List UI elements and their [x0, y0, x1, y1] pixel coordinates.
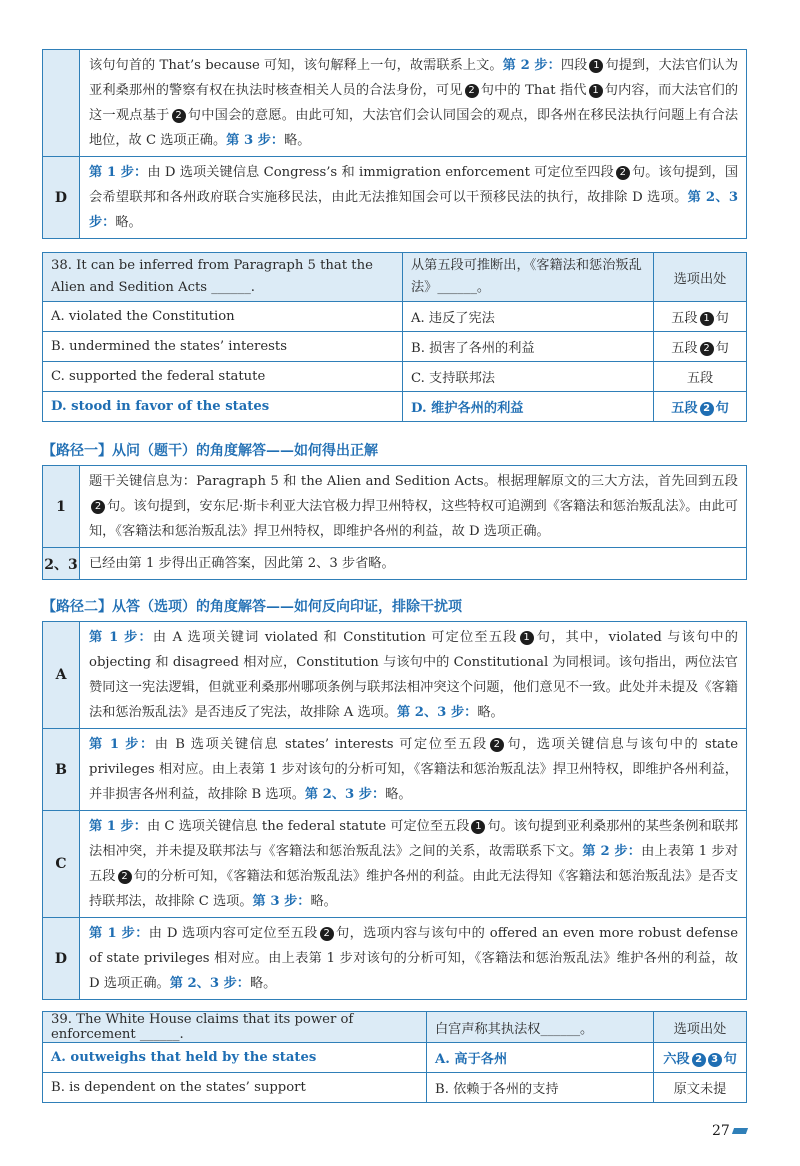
q38-option-d-zh: D. 维护各州的利益 [403, 392, 654, 422]
circled-2-icon: 2 [490, 738, 504, 752]
q38-option-d-source: 五段 2 句 [654, 392, 747, 422]
question-38-table [42, 252, 747, 422]
q39-option-a-zh: A. 高于各州 [427, 1043, 654, 1073]
path2-title: 【路径二】从答（选项）的角度解答——如何反向印证，排除干扰项 [42, 599, 462, 615]
top-continuation-table [42, 49, 747, 239]
option-label-c: C [43, 811, 80, 918]
path2-option-a-analysis: 第 1 步：由 A 选项关键词 violated 和 Constitution 可定位至五段 1 句，其中，violated 与该句中的 objecting 和 disagreed 相对应，Constitution 与该句中的 Constitutional 为同根词。该句指出，两位法官赞同这一宪法逻辑，但就亚利桑那州哪项条例与联邦法相冲突这个问题，他们意见不一致。此处并未提及《客籍法和惩治叛乱法》是否违反了宪法，故排除 A 选项。第 2、3 步：略。 [80, 622, 747, 729]
q38-option-b-zh: B. 损害了各州的利益 [403, 332, 654, 362]
path1-step1-text: 题干关键信息为：Paragraph 5 和 the Alien and Sedition Acts。根据理解原文的三大方法，首先回到五段2 句。该句提到，安东尼·斯卡利亚大法官极力捍卫州特权，这些特权可追溯到《客籍法和惩治叛乱法》。由此可知，《客籍法和惩治叛乱法》捍卫州特权，即维护各州的利益，故 D 选项正确。 [80, 466, 747, 548]
q39-option-b-source: 原文未提 [654, 1073, 747, 1103]
q38-option-a-source: 五段 1 句 [654, 302, 747, 332]
graduation-cap-icon [732, 1128, 748, 1134]
q39-option-b-en: B. is dependent on the states’ support [43, 1073, 427, 1103]
circled-2-icon: 2 [700, 402, 714, 416]
circled-1-icon: 1 [520, 631, 534, 645]
circled-1-icon: 1 [700, 312, 714, 326]
circled-2-icon: 2 [320, 927, 334, 941]
option-label-d: D [43, 918, 80, 1000]
q38-option-c-zh: C. 支持联邦法 [403, 362, 654, 392]
option-label-a: A [43, 622, 80, 729]
q38-option-d-en: D. stood in favor of the states [43, 392, 403, 422]
q38-stem-zh: 从第五段可推断出，《客籍法和惩治叛乱法》______。 [403, 253, 654, 302]
path1-title: 【路径一】从问（题干）的角度解答——如何得出正解 [42, 443, 378, 459]
circled-2-icon: 2 [465, 84, 479, 98]
path2-table [42, 621, 747, 1000]
q38-option-a-zh: A. 违反了宪法 [403, 302, 654, 332]
question-39-table [42, 1011, 747, 1103]
step-label-2-3: 2、3 [43, 548, 80, 580]
option-label-b: B [43, 729, 80, 811]
q38-option-b-en: B. undermined the states’ interests [43, 332, 403, 362]
circled-1-icon: 1 [589, 59, 603, 73]
option-d-analysis: 第 1 步：由 D 选项关键信息 Congress’s 和 immigration enforcement 可定位至四段 2 句。该句提到，国会希望联邦和各州政府联合实施移民法，由此无法推知国会可以干预移民法的执行，故排除 D 选项。第 2、3 步：略。 [80, 157, 747, 239]
q38-stem-en: 38. It can be inferred from Paragraph 5 that the Alien and Sedition Acts ______. [43, 253, 403, 302]
path1-table [42, 465, 747, 580]
option-c-analysis-cont: 该句句首的 That’s because 可知，该句解释上一句，故需联系上文。第 2 步：四段 1 句提到，大法官们认为亚利桑那州的警察有权在执法时核查相关人员的合法身份，可见 2 句中的 That 指代 1 句内容，而大法官们的这一观点基于 2 句中国会的意愿。由此可知，大法官们会认同国会的观点，即各州在移民法执行问题上有合法地位，故 C 选项正确。第 3 步：略。 [80, 50, 747, 157]
path1-step23-text: 已经由第 1 步得出正确答案，因此第 2、3 步省略。 [80, 548, 747, 580]
q39-option-b-zh: B. 依赖于各州的支持 [427, 1073, 654, 1103]
q39-source-header: 选项出处 [654, 1012, 747, 1043]
q39-option-a-source: 六段 2 3 句 [654, 1043, 747, 1073]
q38-option-a-en: A. violated the Constitution [43, 302, 403, 332]
circled-2-icon: 2 [172, 109, 186, 123]
path2-option-d-analysis: 第 1 步：由 D 选项内容可定位至五段 2 句，选项内容与该句中的 offered an even more robust defense of state privileges 相对应。由上表第 1 步对该句的分析可知，《客籍法和惩治叛乱法》维护各州的利益，故 D 选项正确。第 2、3 步：略。 [80, 918, 747, 1000]
path2-option-c-analysis: 第 1 步：由 C 选项关键信息 the federal statute 可定位至五段 1 句。该句提到亚利桑那州的某些条例和联邦法相冲突，并未提及联邦法与《客籍法和惩治叛乱法》之间的关系，故需联系下文。第 2 步：由上表第 1 步对五段 2 句的分析可知，《客籍法和惩治叛乱法》维护各州的利益。由此无法得知《客籍法和惩治叛乱法》是否支持联邦法，故排除 C 选项。第 3 步：略。 [80, 811, 747, 918]
circled-2-icon: 2 [700, 342, 714, 356]
row-label-d: D [43, 157, 80, 239]
page-number: 27 [712, 1123, 747, 1139]
q39-stem-en: 39. The White House claims that its power of enforcement ______. [43, 1012, 427, 1043]
row-label-empty [43, 50, 80, 157]
q39-stem-zh: 白宫声称其执法权______。 [427, 1012, 654, 1043]
path2-option-b-analysis: 第 1 步：由 B 选项关键信息 states’ interests 可定位至五段 2 句，选项关键信息与该句中的 state privileges 相对应。由上表第 1 步对该句的分析可知，《客籍法和惩治叛乱法》捍卫州特权，即维护各州利益，并非损害各州利益，故排除 B 选项。第 2、3 步：略。 [80, 729, 747, 811]
q39-option-a-en: A. outweighs that held by the states [43, 1043, 427, 1073]
circled-2-icon: 2 [118, 870, 132, 884]
circled-2-icon: 2 [91, 500, 105, 514]
circled-3-icon: 3 [708, 1053, 722, 1067]
q38-option-b-source: 五段 2 句 [654, 332, 747, 362]
step-label-1: 1 [43, 466, 80, 548]
circled-2-icon: 2 [692, 1053, 706, 1067]
q38-option-c-en: C. supported the federal statute [43, 362, 403, 392]
circled-2-icon: 2 [616, 166, 630, 180]
circled-1-icon: 1 [471, 820, 485, 834]
q38-source-header: 选项出处 [654, 253, 747, 302]
circled-1-icon: 1 [589, 84, 603, 98]
q38-option-c-source: 五段 [654, 362, 747, 392]
